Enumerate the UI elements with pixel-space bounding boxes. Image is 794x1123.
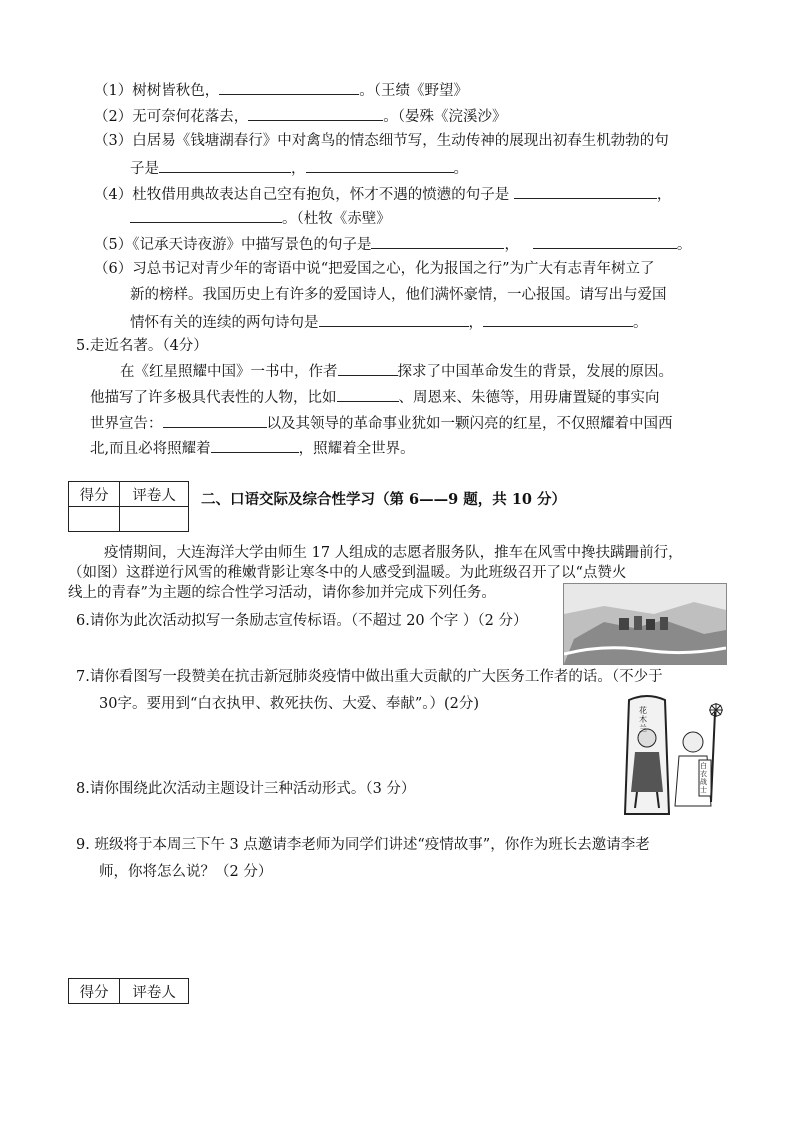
poetry-q3-line2: 子是 ， 。 [130, 157, 468, 179]
q5-para-line3: 世界宣告： 以及其领导的革命事业犹如一颗闪亮的红星，不仅照耀着中国西 [90, 412, 673, 434]
grader-label: 评卷人 [120, 482, 189, 507]
question-9-line1: 9. 班级将于本周三下午 3 点邀请李老师为同学们讲述“疫情故事”，你作为班长去邀请李老 [76, 837, 650, 853]
poetry-q6-line2: 新的榜样。我国历史上有许多的爱国诗人，他们满怀豪情，一心报国。请写出与爱国 [130, 287, 667, 303]
poetry-q4-line1: （4）杜牧借用典故表达自己空有抱负，怀才不遇的愤懑的句子是 ， [94, 183, 671, 205]
question-7-line2: 30字。要用到“白衣执甲、救死扶伤、大爱、奉献”。）(2分) [99, 696, 480, 712]
poetry-q3-line1: （3）白居易《钱塘湖春行》中对禽鸟的情态细节写，生动传神的展现出初春生机勃勃的句 [94, 133, 669, 149]
section2-intro-line2: （如图）这群逆行风雪的稚嫩背影让寒冬中的人感受到温暖。为此班级召开了以“点赞火 [68, 565, 627, 581]
blank[interactable] [306, 157, 454, 173]
blank[interactable] [337, 386, 399, 402]
section2-intro-line1: 疫情期间，大连海洋大学由师生 17 人组成的志愿者服务队，推车在风雪中搀扶蹒跚前行， [104, 545, 683, 561]
q5-para-line4: 北,而且必将照耀着 ，照耀着全世界。 [90, 437, 415, 459]
blank[interactable] [130, 207, 282, 223]
blank[interactable] [483, 311, 633, 327]
question-6: 6.请你为此次活动拟写一条励志宣传标语。（不超过 20 个字 ）（2 分） [76, 613, 528, 629]
section2-intro-line3: 线上的青春”为主题的综合性学习活动，请你参加并完成下列任务。 [68, 585, 496, 601]
blank[interactable] [319, 311, 469, 327]
question-9-line2: 师，你将怎么说？（2 分） [99, 864, 273, 880]
volunteers-snow-photo [563, 583, 727, 665]
blank[interactable] [371, 233, 504, 249]
cartoon-graphic [619, 692, 729, 816]
poetry-q6-line1: （6）习总书记对青少年的寄语中说“把爱国之心，化为报国之行”为广大有志青年树立了 [94, 261, 655, 277]
question-8: 8.请你围绕此次活动主题设计三种活动形式。（3 分） [76, 781, 416, 797]
blank[interactable] [159, 157, 291, 173]
q5-title: 5.走近名著。（4分） [76, 338, 208, 354]
medic-mirror-cartoon [619, 692, 729, 816]
poetry-q2: （2）无可奈何花落去， 。（晏殊《浣溪沙》 [94, 105, 506, 127]
section2-heading: 二、口语交际及综合性学习（第 6——9 题，共 10 分） [201, 491, 567, 508]
blank[interactable] [219, 79, 359, 95]
poetry-q4-line2: 。（杜牧《赤壁》 [130, 207, 391, 229]
grader-cell[interactable] [120, 507, 189, 532]
mirror-label: 花木兰 [639, 706, 647, 733]
score-table [68, 481, 189, 532]
blank[interactable] [338, 360, 398, 376]
score-table-2 [68, 978, 189, 1004]
question-7-line1: 7.请你看图写一段赞美在抗击新冠肺炎疫情中做出重大贡献的广大医务工作者的话。（不少于 [76, 669, 663, 685]
blank[interactable] [248, 105, 383, 121]
score-label-2: 得分 [69, 979, 120, 1004]
q5-para-line1: 在《红星照耀中国》一书中，作者 探求了中国革命发生的背景，发展的原因。 [120, 360, 673, 382]
snow-photo-graphic [564, 584, 726, 664]
poetry-q5: （5）《记承天诗夜游》中描写景色的句子是 ， 。 [94, 233, 691, 255]
blank[interactable] [514, 183, 657, 199]
poetry-q1: （1）树树皆秋色， 。（王绩《野望》 [94, 79, 468, 101]
score-label: 得分 [69, 482, 120, 507]
poetry-q6-line3: 情怀有关的连续的两句诗句是 ， 。 [130, 311, 648, 333]
score-cell[interactable] [69, 507, 120, 532]
q5-para-line2: 他描写了许多极具代表性的人物，比如 、周恩来、朱德等，用毋庸置疑的事实向 [90, 386, 660, 408]
grader-label-2: 评卷人 [120, 979, 189, 1004]
blank[interactable] [533, 233, 677, 249]
sign-label: 白衣战士 [700, 762, 707, 794]
blank[interactable] [163, 412, 267, 428]
blank[interactable] [211, 437, 299, 453]
